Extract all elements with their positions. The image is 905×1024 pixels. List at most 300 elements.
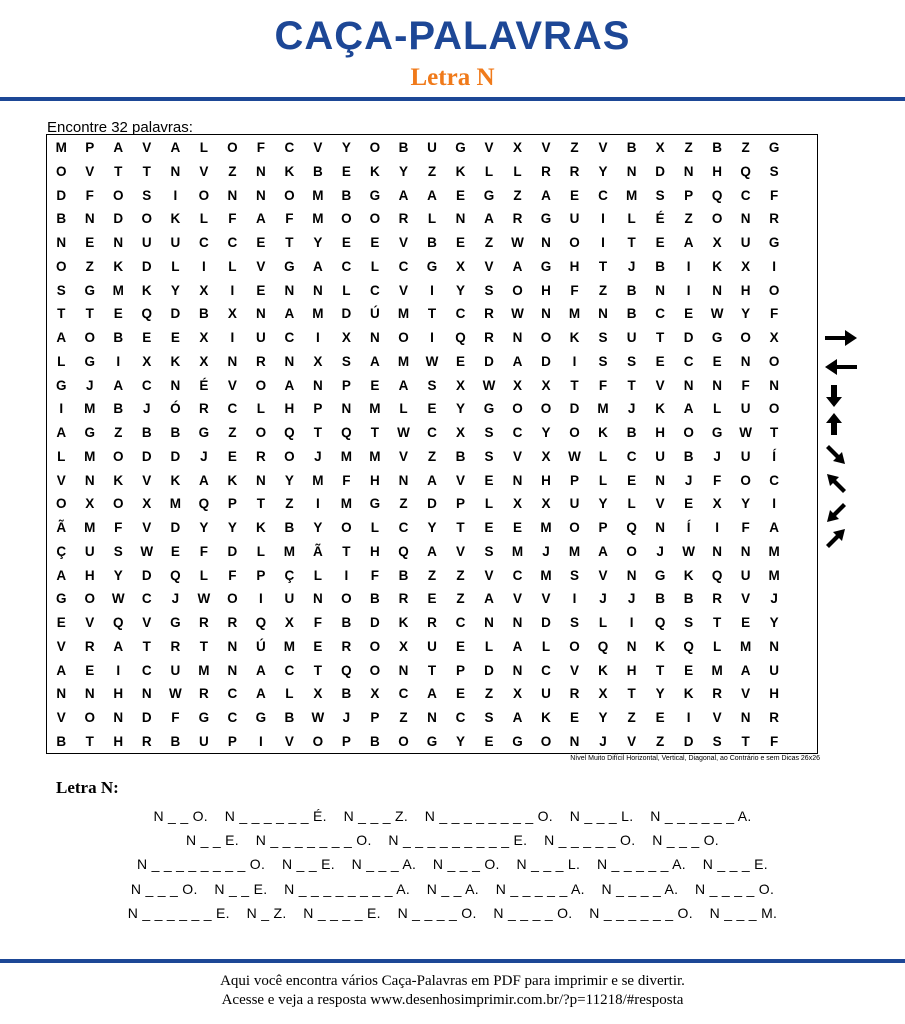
grid-cell: N — [541, 306, 551, 322]
grid-cell: X — [227, 306, 237, 322]
grid-cell: Y — [741, 496, 751, 512]
grid-cell: N — [284, 353, 295, 369]
grid-cell: K — [569, 330, 580, 345]
grid-cell: T — [142, 163, 151, 179]
footer-line-2: Acesse e veja a resposta www.desenhosimprimir.com.br/?p=11218/#resposta — [221, 992, 684, 1008]
grid-cell: N — [626, 163, 637, 179]
grid-cell: O — [284, 448, 295, 464]
grid-cell: N — [113, 235, 124, 250]
grid-cell: I — [201, 258, 206, 274]
grid-cell: L — [342, 282, 351, 298]
grid-cell: F — [770, 306, 779, 322]
grid-cell: I — [601, 211, 605, 227]
grid-cell: Q — [113, 615, 124, 630]
grid-cell: M — [169, 496, 181, 512]
grid-cell: D — [341, 306, 352, 322]
grid-cell: M — [84, 401, 96, 417]
grid-cell: S — [56, 282, 66, 298]
grid-cell: L — [627, 211, 636, 227]
grid-row — [47, 184, 817, 208]
grid-cell: M — [625, 187, 638, 203]
grid-cell: N — [313, 377, 323, 393]
grid-cell: Z — [513, 187, 522, 203]
grid-cell: E — [741, 615, 751, 630]
grid-cell: Q — [683, 638, 694, 654]
grid-cell: T — [598, 258, 608, 274]
grid-cell: V — [142, 520, 152, 535]
grid-cell: T — [655, 662, 665, 678]
grid-cell: A — [598, 543, 608, 559]
grid-cell: M — [768, 543, 780, 559]
footer — [0, 972, 905, 1010]
grid-cell: N — [370, 330, 380, 345]
grid-cell: T — [313, 425, 323, 440]
grid-cell: T — [770, 425, 779, 440]
grid-cell: G — [198, 425, 210, 440]
grid-cell: N — [598, 306, 608, 322]
grid-cell: D — [170, 520, 181, 535]
grid-cell: E — [684, 496, 694, 512]
grid-cell: Y — [455, 401, 465, 417]
grid-cell: D — [170, 448, 181, 464]
grid-cell: B — [56, 211, 67, 227]
grid-cell: F — [85, 187, 94, 203]
grid-cell: B — [370, 733, 380, 749]
grid-cell: N — [712, 282, 722, 298]
grid-cell: G — [255, 710, 267, 725]
grid-cell: U — [740, 448, 751, 464]
grid-cell: T — [627, 377, 636, 393]
grid-cell: T — [370, 425, 380, 440]
grid-cell: A — [113, 140, 124, 155]
grid-cell: X — [398, 638, 408, 654]
grid-cell: P — [455, 662, 465, 678]
grid-cell: Z — [456, 567, 465, 583]
grid-cell: R — [569, 686, 580, 702]
grid-cell: J — [342, 710, 351, 725]
grid-cell: A — [398, 377, 409, 393]
grid-cell: D — [484, 353, 494, 369]
grid-cell: D — [541, 353, 551, 369]
grid-cell: D — [141, 258, 152, 274]
grid-cell: I — [430, 330, 434, 345]
grid-cell: M — [740, 638, 752, 654]
grid-cell: X — [769, 330, 779, 345]
grid-cell: J — [314, 448, 322, 464]
grid-cell: P — [341, 733, 351, 749]
grid-cell: S — [570, 567, 580, 583]
grid-cell: H — [541, 472, 551, 488]
grid-cell: Z — [228, 163, 237, 179]
grid-cell: X — [541, 448, 551, 464]
grid-cell: L — [171, 258, 180, 274]
grid-row — [47, 587, 817, 611]
grid-cell: X — [712, 235, 722, 250]
grid-cell: M — [511, 543, 524, 559]
grid-cell: O — [341, 520, 352, 535]
grid-cell: A — [512, 710, 523, 725]
grid-cell: J — [627, 258, 636, 274]
grid-cell: N — [313, 591, 323, 607]
grid-cell: E — [455, 235, 465, 250]
grid-cell: S — [427, 377, 437, 393]
grid-cell: Y — [769, 615, 779, 630]
grid-cell: E — [370, 377, 380, 393]
grid-cell: Ç — [284, 567, 295, 583]
grid-cell: W — [197, 591, 211, 607]
grid-cell: L — [598, 448, 608, 464]
grid-cell: A — [541, 187, 551, 203]
grid-cell: O — [711, 211, 723, 227]
grid-cell: U — [255, 330, 266, 345]
grid-cell: X — [455, 377, 465, 393]
grid-cell: E — [455, 686, 465, 702]
grid-cell: D — [683, 330, 694, 345]
grid-cell: Ú — [370, 306, 380, 322]
grid-cell: N — [56, 686, 67, 702]
grid-cell: A — [740, 662, 751, 678]
grid-cell: D — [227, 543, 238, 559]
grid-cell: E — [484, 472, 494, 488]
grid-cell: V — [741, 686, 751, 702]
grid-cell: G — [198, 710, 210, 725]
grid-cell: Í — [686, 520, 691, 535]
grid-cell: E — [513, 520, 523, 535]
grid-cell: Y — [455, 282, 465, 298]
grid-cell: S — [484, 543, 494, 559]
grid-cell: N — [626, 638, 637, 654]
grid-cell: N — [740, 353, 751, 369]
grid-cell: T — [570, 377, 579, 393]
grid-cell: O — [398, 733, 409, 749]
grid-cell: N — [255, 472, 266, 488]
grid-row — [47, 207, 817, 231]
grid-cell: M — [397, 353, 410, 369]
grid-cell: C — [541, 662, 551, 678]
grid-row — [47, 326, 817, 350]
grid-cell: A — [113, 377, 124, 393]
grid-cell: T — [285, 235, 294, 250]
grid-cell: E — [113, 306, 123, 322]
grid-cell: R — [141, 733, 152, 749]
grid-cell: S — [484, 710, 494, 725]
grid-cell: G — [84, 282, 96, 298]
grid-cell: B — [170, 425, 181, 440]
grid-cell: J — [627, 401, 636, 417]
grid-cell: N — [740, 211, 751, 227]
grid-cell: V — [541, 140, 551, 155]
grid-cell: Q — [198, 496, 210, 512]
grid-cell: E — [341, 163, 351, 179]
grid-cell: N — [512, 615, 523, 630]
grid-cell: I — [173, 187, 178, 203]
grid-cell: K — [170, 472, 181, 488]
grid-cell: B — [398, 140, 409, 155]
grid-row — [47, 730, 817, 754]
grid-cell: S — [142, 187, 152, 203]
grid-cell: L — [199, 140, 208, 155]
grid-cell: L — [370, 258, 380, 274]
grid-cell: C — [427, 425, 437, 440]
grid-cell: G — [768, 235, 780, 250]
grid-cell: Y — [199, 520, 209, 535]
grid-cell: E — [85, 662, 95, 678]
grid-row — [47, 374, 817, 398]
grid-cell: R — [512, 211, 523, 227]
grid-cell: C — [284, 330, 295, 345]
grid-cell: A — [198, 472, 209, 488]
grid-cell: D — [484, 662, 494, 678]
grid-cell: K — [370, 163, 380, 179]
grid-cell: O — [683, 425, 694, 440]
grid-row — [47, 279, 817, 303]
grid-cell: B — [341, 686, 352, 702]
clue-line: N _ _ O. N _ _ _ _ _ _ É. N _ _ _ Z. N _ _ _ _ _ _ _ _ O. N _ _ _ L. N _ _ _ _ _ _ A. — [153, 808, 752, 824]
grid-cell: Z — [741, 140, 750, 155]
grid-cell: V — [541, 591, 551, 607]
grid-cell: U — [170, 662, 181, 678]
grid-cell: G — [483, 187, 495, 203]
grid-cell: N — [683, 377, 694, 393]
grid-cell: E — [570, 187, 580, 203]
grid-cell: P — [684, 187, 694, 203]
grid-cell: X — [199, 353, 209, 369]
grid-cell: Q — [284, 425, 295, 440]
grid-cell: Ú — [255, 638, 266, 654]
grid-cell: V — [741, 591, 751, 607]
grid-cell: M — [283, 543, 295, 559]
grid-cell: É — [199, 377, 209, 393]
grid-cell: N — [655, 472, 665, 488]
grid-cell: V — [398, 448, 408, 464]
grid-cell: Z — [484, 686, 494, 702]
grid-cell: X — [341, 330, 351, 345]
grid-cell: I — [715, 520, 719, 535]
grid-cell: U — [740, 235, 751, 250]
grid-cell: B — [313, 163, 323, 179]
grid-cell: G — [369, 187, 381, 203]
grid-cell: F — [228, 567, 237, 583]
grid-cell: U — [198, 733, 209, 749]
grid-cell: B — [341, 187, 352, 203]
grid-cell: B — [341, 615, 352, 630]
clue-line: N _ _ _ O. N _ _ E. N _ _ _ _ _ _ _ _ A. N _ _ A. N _ _ _ _ _ A. N _ _ _ _ A. N _ _ _ _ O. — [130, 880, 775, 897]
grid-cell: M — [568, 306, 581, 322]
grid-cell: T — [627, 686, 636, 702]
grid-cell: Ç — [56, 543, 67, 559]
grid-cell: F — [228, 211, 237, 227]
grid-cell: J — [684, 472, 693, 488]
grid-cell: U — [769, 662, 780, 678]
grid-cell: U — [427, 140, 437, 155]
arrow-left-icon — [823, 355, 859, 379]
grid-cell: T — [427, 662, 437, 678]
arrow-down-left-icon — [823, 500, 859, 524]
grid-cell: M — [283, 638, 295, 654]
grid-cell: R — [484, 306, 494, 322]
grid-cell: Y — [598, 163, 608, 179]
grid-cell: T — [655, 330, 665, 345]
grid-cell: Y — [541, 425, 551, 440]
grid-cell: S — [655, 187, 665, 203]
grid-cell: P — [455, 496, 465, 512]
difficulty-note: Nível Muito Difícil Horizontal, Vertical, Diagonal, ao Contrário e sem Dicas 26x26 — [570, 755, 820, 762]
grid-cell: I — [116, 353, 121, 369]
grid-cell: Z — [427, 163, 437, 179]
grid-cell: C — [227, 235, 238, 250]
grid-cell: Z — [114, 425, 123, 440]
grid-cell: C — [198, 235, 209, 250]
grid-cell: T — [456, 520, 465, 535]
grid-cell: H — [626, 662, 637, 678]
grid-cell: F — [570, 282, 579, 298]
grid-cell: W — [682, 543, 695, 559]
grid-cell: C — [740, 187, 751, 203]
grid-cell: O — [84, 710, 96, 725]
clues-heading: Letra N: — [56, 778, 119, 797]
grid-cell: H — [370, 543, 380, 559]
grid-cell: E — [370, 235, 380, 250]
grid-cell: X — [199, 330, 209, 345]
grid-cell: O — [227, 591, 238, 607]
grid-cell: Y — [284, 472, 294, 488]
clue-line: N _ _ _ _ _ _ _ _ O. N _ _ E. N _ _ _ A. N _ _ _ O. N _ _ _ L. N _ _ _ _ _ A. N _ _ _ E. — [137, 856, 768, 873]
grid-cell: M — [340, 448, 353, 464]
grid-cell: C — [455, 615, 466, 630]
grid-cell: D — [683, 733, 694, 749]
grid-cell: L — [256, 401, 265, 417]
grid-cell: X — [513, 140, 523, 155]
grid-cell: C — [141, 662, 152, 678]
grid-cell: F — [712, 472, 722, 488]
grid-cell: E — [427, 591, 437, 607]
grid-cell: E — [227, 448, 237, 464]
grid-cell: Q — [341, 425, 352, 440]
grid-cell: P — [570, 472, 580, 488]
grid-cell: L — [712, 401, 722, 417]
grid-cell: X — [513, 496, 523, 512]
grid-cell: C — [141, 591, 152, 607]
grid-cell: T — [256, 496, 265, 512]
grid-cell: X — [655, 140, 665, 155]
grid-cell: H — [569, 258, 580, 274]
grid-cell: O — [569, 425, 580, 440]
grid-cell: D — [427, 496, 437, 512]
grid-cell: X — [85, 496, 95, 512]
grid-cell: V — [85, 615, 95, 630]
grid-cell: O — [369, 140, 381, 155]
grid-cell: A — [427, 187, 437, 203]
grid-cell: Z — [456, 591, 465, 607]
grid-cell: U — [170, 235, 181, 250]
grid-cell: W — [168, 686, 182, 702]
grid-cell: O — [540, 733, 552, 749]
grid-cell: O — [512, 282, 523, 298]
grid-cell: A — [56, 330, 67, 345]
grid-cell: C — [398, 258, 409, 274]
grid-cell: E — [455, 187, 465, 203]
grid-cell: M — [198, 662, 210, 678]
grid-cell: I — [230, 330, 235, 345]
grid-cell: P — [341, 377, 351, 393]
grid-cell: C — [284, 662, 295, 678]
grid-cell: R — [255, 448, 266, 464]
grid-cell: Q — [341, 662, 352, 678]
grid-cell: E — [655, 710, 665, 725]
grid-cell: Q — [170, 567, 181, 583]
grid-cell: C — [512, 567, 523, 583]
grid-cell: F — [199, 543, 208, 559]
grid-cell: E — [142, 330, 152, 345]
grid-cell: T — [85, 306, 94, 322]
grid-cell: F — [256, 140, 265, 155]
grid-cell: B — [683, 448, 694, 464]
word-search-grid — [46, 134, 818, 754]
arrow-down-right-icon — [823, 442, 859, 466]
page-subtitle: Letra N — [410, 64, 495, 91]
grid-cell: S — [484, 282, 494, 298]
grid-cell: K — [170, 353, 181, 369]
grid-cell: T — [114, 163, 123, 179]
grid-cell: O — [768, 401, 780, 417]
grid-row — [47, 160, 817, 184]
grid-cell: V — [513, 591, 523, 607]
grid-cell: A — [113, 638, 124, 654]
grid-cell: C — [769, 472, 780, 488]
grid-cell: Z — [427, 448, 437, 464]
grid-cell: E — [484, 733, 494, 749]
grid-cell: A — [769, 520, 780, 535]
grid-row — [47, 231, 817, 255]
grid-cell: S — [113, 543, 123, 559]
grid-cell: L — [199, 211, 208, 227]
grid-cell: E — [170, 330, 180, 345]
grid-row — [47, 706, 817, 730]
grid-cell: V — [227, 377, 237, 393]
grid-cell: O — [768, 282, 780, 298]
grid-cell: A — [56, 662, 67, 678]
grid-cell: W — [111, 591, 125, 607]
grid-cell: Z — [285, 496, 294, 512]
grid-cell: V — [199, 163, 209, 179]
grid-cell: Q — [455, 330, 466, 345]
grid-cell: G — [84, 425, 96, 440]
grid-cell: A — [255, 686, 266, 702]
grid-cell: J — [542, 543, 550, 559]
grid-cell: U — [626, 330, 637, 345]
grid-cell: L — [484, 496, 494, 512]
grid-cell: N — [740, 710, 751, 725]
grid-cell: K — [113, 258, 124, 274]
grid-cell: O — [740, 330, 751, 345]
bottom-divider — [0, 959, 905, 963]
grid-cell: M — [540, 520, 552, 535]
grid-cell: T — [85, 733, 94, 749]
grid-cell: U — [569, 496, 580, 512]
grid-cell: R — [398, 211, 409, 227]
grid-cell: C — [455, 306, 466, 322]
grid-cell: H — [541, 282, 551, 298]
grid-cell: G — [170, 615, 181, 630]
grid-cell: Q — [255, 615, 267, 630]
grid-cell: T — [712, 615, 722, 630]
arrow-up-left-icon — [823, 472, 859, 496]
grid-row — [47, 516, 817, 540]
grid-cell: V — [484, 140, 494, 155]
grid-cell: D — [56, 187, 67, 203]
grid-cell: Z — [684, 140, 693, 155]
grid-cell: S — [712, 733, 722, 749]
